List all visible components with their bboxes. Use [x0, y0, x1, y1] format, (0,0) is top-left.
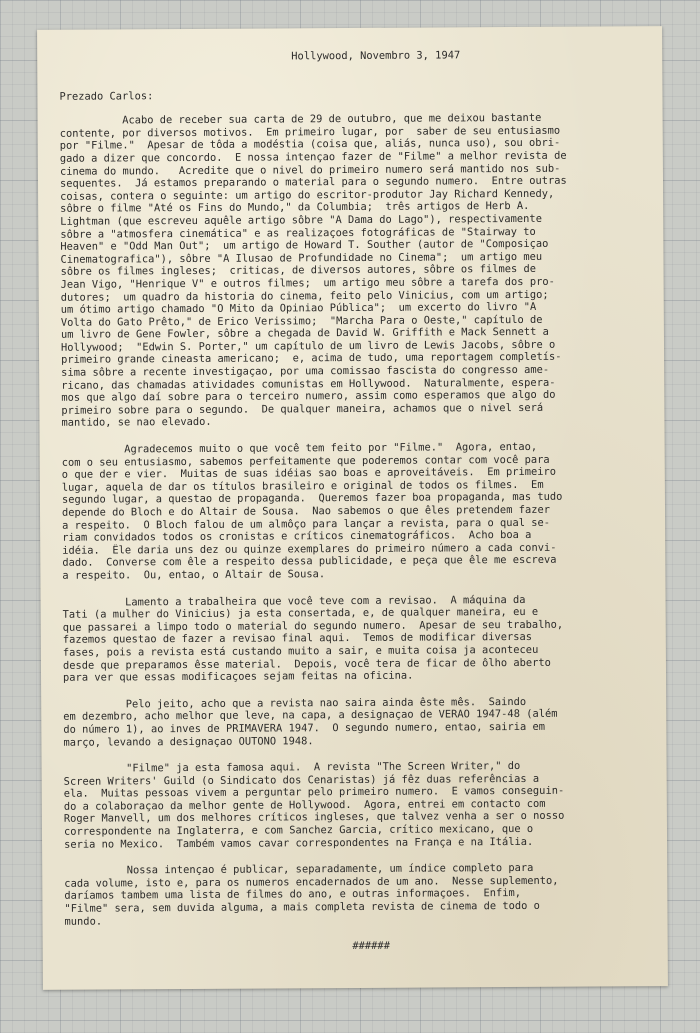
text-line: lugar, aquela de dar os títulos brasileiro e original de todos os filmes. Em: [61, 478, 544, 494]
text-line: Tati (a mulher do Vinicius) ja esta consertada, e, de qualquer maneira, eu e: [62, 606, 539, 621]
text-line: idéia. Êle daria uns dez ou quinze exemplares do primeiro número a cada convi-: [62, 541, 557, 557]
text-line: Volta do Gato Prêto," de Erico Verissimo; "Marcha Para o Oeste," capítulo de: [60, 313, 543, 329]
text-line: que passarei a limpo todo o material do segundo numero. Apesar de seu trabalho,: [62, 618, 564, 634]
text-line: gado a dizer que concordo. E nossa intençao fazer de "Filme" a melhor revista de: [59, 149, 567, 165]
text-line: fases, pois a revista está custando muito a sair, e muita coisa ja aconteceu: [62, 643, 539, 659]
text-line: seria no Mexico. Também vamos cavar correspondentes na França e na Itália.: [64, 835, 534, 851]
text-line: "Filme" ja esta famosa aqui. A revista "The Screen Writer," do: [63, 760, 521, 775]
paragraph: [63, 695, 636, 749]
text-line: Heaven" e "Odd Man Out"; um artigo de Howard T. Souther (autor de "Composiçao: [60, 237, 549, 253]
text-line: mundo.: [64, 915, 103, 928]
text-line: desde que preparamos êsse material. Depois, você tera de ficar de ôlho aberto: [62, 656, 551, 672]
text-line: riam convidados todos os cronistas e críticos cinematográficos. Acho boa a: [62, 529, 532, 544]
text-line: cada volume, isto e, para os numeros encadernados de um ano. Nesse suplemento,: [64, 874, 559, 890]
text-line: primeiro grande cineasta americano; e, acima de tudo, uma reportagem completís-: [61, 351, 562, 367]
text-line: coisas, contera o seguinte: um artigo do escritor-produtor Jay Richard Kennedy,: [60, 187, 555, 203]
text-line: dutores; um quadro da historia do cinema, feito pelo Vinicius, com um artigo;: [60, 288, 549, 304]
text-line: a respeito. O Bloch falou de um almôço para lançar a revista, para o qual se-: [62, 516, 551, 532]
text-line: por "Filme." Apesar de tôda a modéstia (coisa que, aliás, nunca uso), sou obri-: [59, 137, 561, 153]
text-line: mos que algo daí sobre para o terceiro numero, assim como esperamos que algo do: [61, 389, 556, 405]
text-line: cinema do mundo. Acredite que o nivel do primeiro numero será mantido nos sub-: [59, 162, 561, 178]
text-line: contente, por diversos motivos. Em primeiro lugar, por saber de seu entusiasmo: [59, 124, 561, 140]
text-line: um livro de Gene Fowler, sôbre a chegada de David W. Griffith e Mack Sennett a: [60, 326, 549, 342]
text-line: Agradecemos muito o que você tem feito por "Filme." Agora, entao,: [61, 440, 538, 456]
paragraph: [60, 111, 635, 429]
text-line: sequentes. Já estamos preparando o material para o segundo numero. Entre outras: [59, 174, 567, 190]
text-line: sôbre o filme "Até os Fins do Mundo," da Columbia; três artigos de Herb A.: [60, 200, 530, 216]
text-line: março, levando a designaçao OUTONO 1948.: [63, 734, 314, 749]
text-line: "Filme" sera, sem duvida alguma, a mais completa revista de cinema de todo o: [64, 899, 540, 915]
text-line: Pelo jeito, acho que a revista nao saira ainda êste mês. Saindo: [63, 695, 527, 711]
text-line: Screen Writers' Guild (o Sindicato dos Cenaristas) já fêz duas referências a: [63, 772, 540, 788]
text-line: daríamos tambem uma lista de filmes do ano, e outras informaçoes. Enfim,: [64, 887, 522, 903]
text-line: depende do Bloch e do Altair de Sousa. Nao sabemos o que êles pretendem fazer: [61, 503, 551, 519]
text-line: Lightman (que escreveu aquêle artigo sôbre "A Dama do Lago"), respectivamente: [60, 212, 542, 228]
text-line: ricano, das chamadas atividades comunistas em Hollywood. Naturalmente, espera-: [61, 376, 556, 392]
paragraph: [64, 759, 638, 851]
text-line: um ótimo artigo chamado "O Mito da Opiniao Pública"; um excerto do livro "A: [60, 300, 537, 316]
text-line: Cinematografica"), sôbre "A Ilusao de Profundidade no Cinema"; um artigo meu: [60, 250, 543, 266]
text-line: do a colaboraçao da melhor gente de Hollywood. Agora, entrei em contacto com: [63, 797, 546, 813]
text-line: com o seu entusiasmo, sabemos perfeitamente que poderemos contar com você para: [61, 453, 550, 469]
text-line: Lamento a trabalheira que você teve com a revisao. A máquina da: [62, 593, 526, 609]
text-line: sima sôbre a recente investigaçao, por uma comissao fascista do congresso ame-: [61, 363, 550, 379]
text-line: Nossa intençao é publicar, separadamente, um índice completo para: [64, 862, 534, 878]
text-line: do número 1), ao inves de PRIMAVERA 1947. O segundo numero, entao, sairia em: [63, 720, 546, 736]
text-line: mantido, se nao elevado.: [61, 416, 212, 430]
salutation: Prezado Carlos:: [59, 89, 154, 103]
paragraph: [63, 593, 637, 685]
closing-mark: ######: [352, 939, 390, 953]
text-line: sôbre a "atmosfera cinemática" e as realizaçoes fotográficas de "Stairway to: [60, 225, 536, 241]
text-line: primeiro sobre para o segundo. De qualquer maneira, achamos que o nivel será: [61, 401, 544, 417]
text-line: Hollywood; "Edwin S. Porter," um capítulo de um livro de Lewis Jacobs, sôbre o: [60, 338, 556, 354]
text-line: a respeito. Ou, entao, o Altair de Sousa.: [62, 568, 326, 582]
paragraph: [64, 862, 637, 928]
text-line: sôbre os filmes ingleses; criticas, de diversos autores, sôbre os filmes de: [60, 263, 537, 279]
letter-date: Hollywood, Novembro 3, 1947: [291, 49, 461, 63]
text-line: Jean Vigo, "Henrique V" e outros filmes; um artigo meu sôbre a tarefa dos pro-: [60, 275, 555, 291]
text-line: Acabo de receber sua carta de 29 de outubro, que me deixou bastante: [59, 112, 542, 127]
text-line: segundo lugar, a questao de propaganda. Queremos fazer boa propaganda, mas tudo: [61, 491, 563, 507]
text-line: o que der e vier. Muitas de suas idéias sao boas e aproveitáveis. Em primeiro: [61, 465, 557, 481]
text-line: fazemos questao de fazer a revisao final aqui. Temos de modificar diversas: [62, 631, 533, 647]
paragraph: [62, 440, 636, 582]
text-line: Roger Manvell, um dos melhores críticos ingleses, que talvez venha a ser o nosso: [63, 810, 565, 826]
letter-body: [60, 111, 638, 928]
letter-sheet: [37, 26, 668, 990]
text-line: correspondente na Inglaterra, e com Sanchez Garcia, crítico mexicano, que o: [63, 822, 534, 838]
text-line: em dezembro, acho melhor que leve, na capa, a designaçao de VERAO 1947-48 (além: [63, 708, 558, 724]
text-line: ela. Muitas pessoas vivem a perguntar pelo primeiro numero. E vamos conseguin-: [63, 784, 565, 801]
text-line: dado. Converse com êle a respeito dessa publicidade, e peça que êle me escreva: [62, 554, 557, 570]
text-line: para ver que essas modificaçoes sejam feitas na oficina.: [62, 669, 414, 684]
